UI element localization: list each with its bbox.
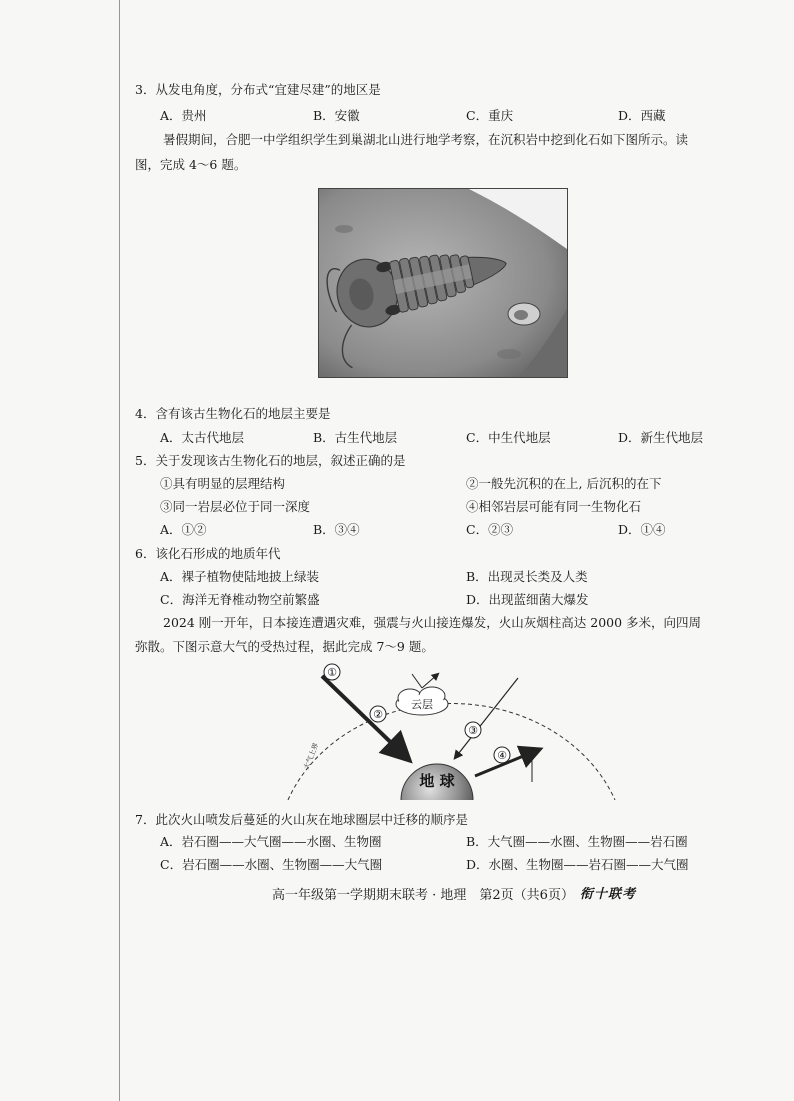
question-3-option-a: A．贵州: [160, 108, 207, 123]
question-3-stem: 3．从发电角度，分布式“宜建尽建”的地区是: [135, 82, 381, 97]
question-7-option-b: B．大气圈——水圈、生物圈——岩石圈: [466, 834, 688, 849]
intro-4-6-line2: 图，完成 4～6 题。: [135, 157, 247, 172]
intro-7-9-line1: 2024 刚一开年，日本接连遭遇灾难，强震与火山接连爆发，火山灰烟柱高达 2000 多米，向四周: [163, 615, 702, 630]
question-7-option-c: C．岩石圈——水圈、生物圈——大气圈: [160, 857, 383, 872]
svg-text:④: ④: [497, 749, 507, 762]
footer-page-info: 高一年级第一学期期末联考 · 地理 第2页（共6页）: [272, 888, 574, 903]
question-4-stem: 4．含有该古生物化石的地层主要是: [135, 406, 331, 421]
label-4: [494, 747, 510, 763]
intro-4-6-line1: 暑假期间，合肥一中学组织学生到巢湖北山进行地学考察，在沉积岩中挖到化石如下图所示。读: [163, 132, 689, 147]
atmospheric-counter-radiation-arrow: [455, 678, 518, 758]
footer-brand: 衔十联考: [580, 887, 637, 902]
question-6-stem: 6．该化石形成的地质年代: [135, 546, 281, 561]
reflection-in-line: [412, 674, 422, 688]
svg-text:①: ①: [327, 666, 337, 679]
question-5-option-a: A．①②: [160, 522, 207, 537]
question-5-statement-4: ④相邻岩层可能有同一生物化石: [466, 499, 642, 514]
question-5-option-d: D．①④: [618, 522, 666, 537]
cloud-label: 云层: [411, 698, 433, 711]
atmosphere-heating-diagram: [270, 658, 630, 800]
earth-label: 地 球: [419, 772, 455, 790]
question-4-option-a: A．太古代地层: [160, 430, 245, 445]
question-7-stem: 7．此次火山喷发后蔓延的火山灰在地球圈层中迁移的顺序是: [135, 812, 468, 827]
question-7-option-d: D．水圈、生物圈——岩石圈——大气圈: [466, 857, 689, 872]
question-5-statement-3: ③同一岩层必位于同一深度: [160, 499, 311, 514]
trilobite-fossil-image: [319, 189, 567, 377]
question-6-option-a: A．裸子植物使陆地披上绿装: [160, 569, 320, 584]
question-5-stem: 5．关于发现该古生物化石的地层，叙述正确的是: [135, 453, 406, 468]
label-1: [324, 664, 340, 680]
label-3: [465, 722, 481, 738]
question-5-option-b: B．③④: [313, 522, 360, 537]
question-3-option-d: D．西藏: [618, 108, 666, 123]
question-4-option-d: D．新生代地层: [618, 430, 704, 445]
question-6-option-c: C．海洋无脊椎动物空前繁盛: [160, 592, 320, 607]
question-5-statement-1: ①具有明显的层理结构: [160, 476, 286, 491]
reflection-out-arrow: [422, 674, 438, 688]
question-5-option-c: C．②③: [466, 522, 514, 537]
svg-text:③: ③: [468, 724, 478, 737]
question-5-statement-2: ②一般先沉积的在上, 后沉积的在下: [466, 476, 662, 491]
question-7-option-a: A．岩石圈——大气圈——水圈、生物圈: [160, 834, 382, 849]
atmosphere-top-label: 大气上界: [302, 741, 321, 771]
question-4-option-c: C．中生代地层: [466, 430, 551, 445]
binding-margin-line: [119, 0, 120, 1101]
svg-text:②: ②: [373, 708, 383, 721]
question-6-option-b: B．出现灵长类及人类: [466, 569, 588, 584]
intro-7-9-line2: 弥散。下图示意大气的受热过程，据此完成 7～9 题。: [135, 639, 434, 654]
label-2: [370, 706, 386, 722]
question-6-option-d: D．出现蓝细菌大爆发: [466, 592, 589, 607]
trilobite-fossil-photo: [318, 188, 568, 378]
question-3-option-c: C．重庆: [466, 108, 514, 123]
question-3-option-b: B．安徽: [313, 108, 360, 123]
solar-radiation-arrow: [322, 676, 407, 758]
question-4-option-b: B．古生代地层: [313, 430, 398, 445]
